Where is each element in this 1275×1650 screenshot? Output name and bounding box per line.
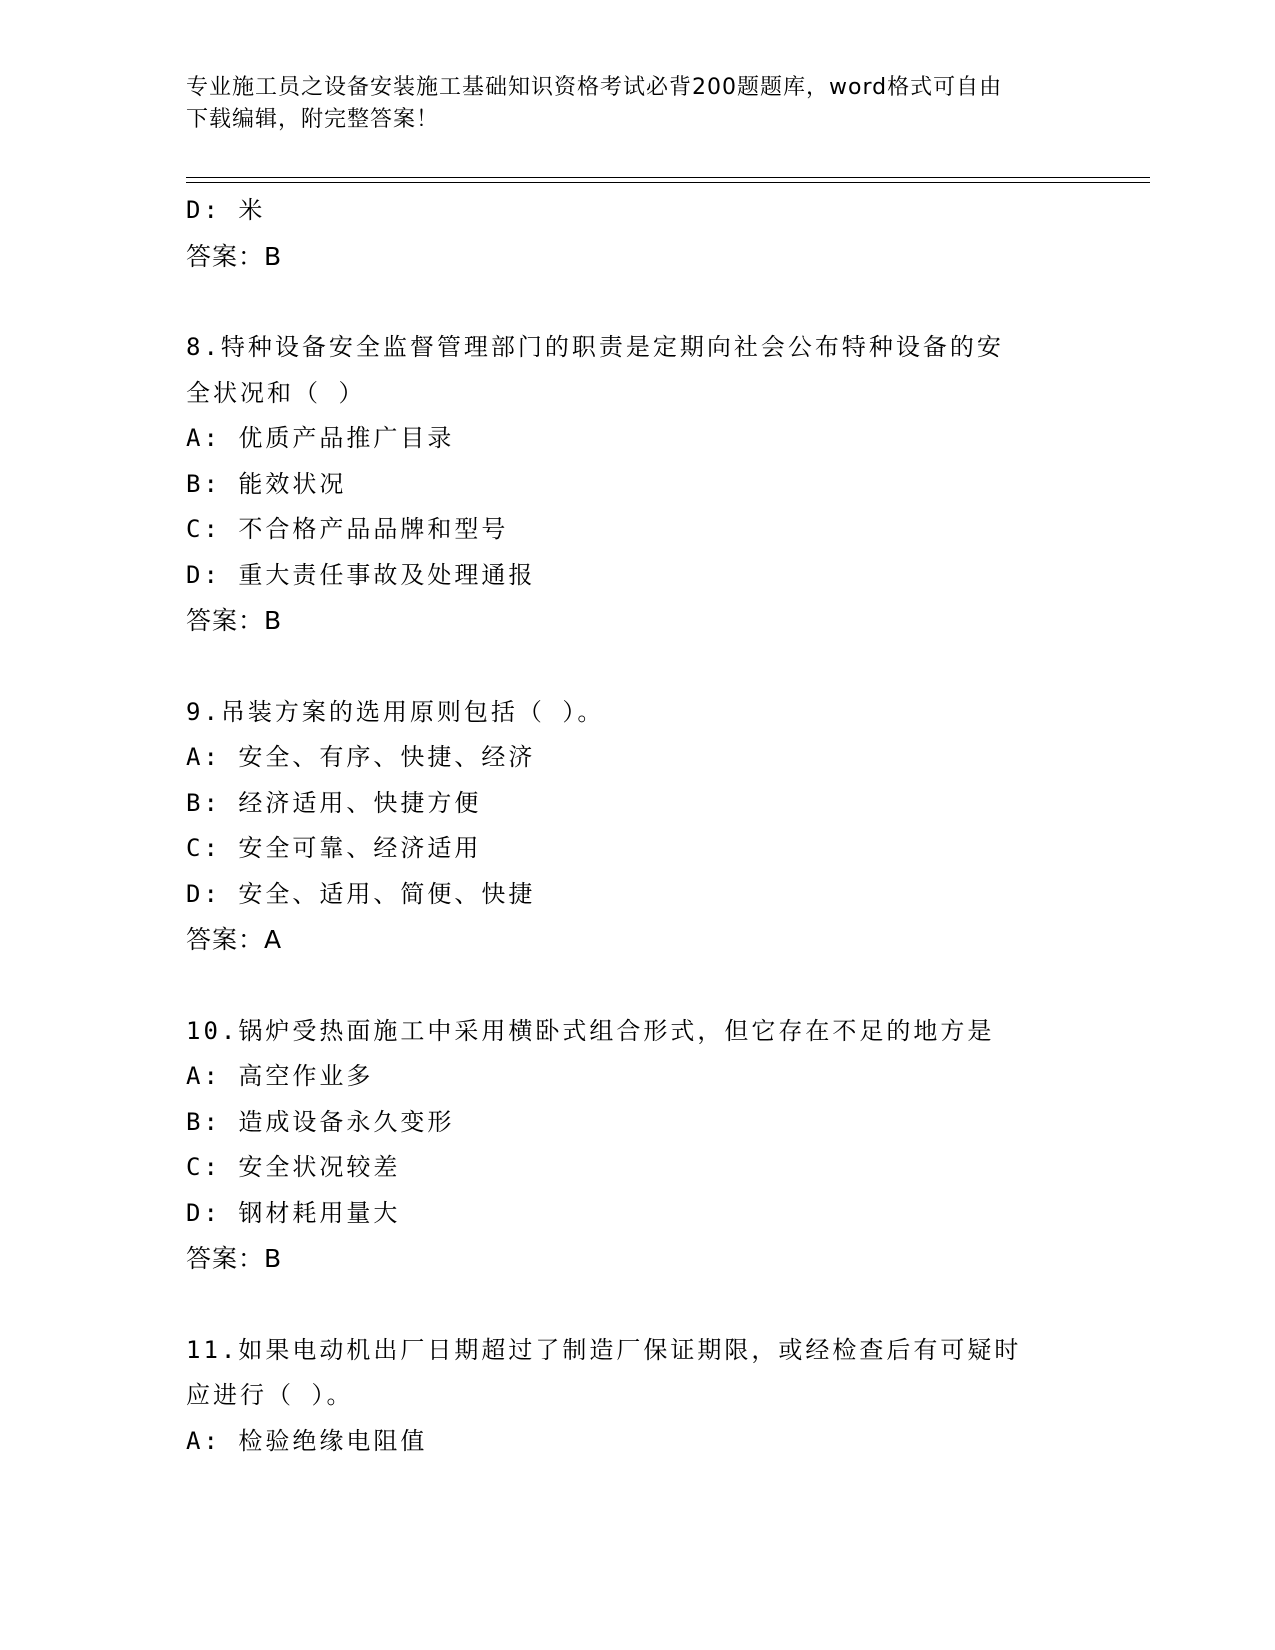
option-a: A: 高空作业多 (186, 1062, 374, 1090)
option-c: C: 安全状况较差 (186, 1153, 401, 1181)
question-stem: 10.锅炉受热面施工中采用横卧式组合形式，但它存在不足的地方是 (186, 1016, 995, 1045)
option-c: C: 不合格产品品牌和型号 (186, 515, 509, 543)
option-c: C: 安全可靠、经济适用 (186, 834, 482, 862)
spacer (186, 963, 1086, 1009)
option-d: D: 米 (186, 196, 266, 224)
spacer (186, 644, 1086, 690)
option-a: A: 优质产品推广目录 (186, 424, 455, 452)
answer-line: 答案：B (186, 606, 283, 635)
option-d: D: 安全、适用、简便、快捷 (186, 879, 536, 908)
option-b: B: 造成设备永久变形 (186, 1107, 455, 1136)
header-divider-bottom (186, 182, 1150, 183)
question-block-7 (186, 188, 1086, 279)
option-a: A: 安全、有序、快捷、经济 (186, 743, 536, 771)
option-d: D: 钢材耗用量大 (186, 1198, 401, 1227)
question-stem-continued: 应进行（ ）。 (186, 1381, 354, 1409)
answer-line: 答案：B (186, 1244, 283, 1273)
header-divider-top (186, 177, 1150, 178)
question-block-11 (186, 1328, 1086, 1465)
option-b: B: 能效状况 (186, 469, 347, 498)
answer-line: 答案：B (186, 241, 283, 271)
question-block-10 (186, 1009, 1086, 1282)
option-b: B: 经济适用、快捷方便 (186, 788, 482, 817)
spacer (186, 279, 1086, 325)
question-stem: 8.特种设备安全监督管理部门的职责是定期向社会公布特种设备的安 (186, 333, 1004, 361)
option-a: A: 检验绝缘电阻值 (186, 1426, 428, 1455)
option-d: D: 重大责任事故及处理通报 (186, 560, 536, 589)
header-title-line2: 下载编辑，附完整答案！ (186, 107, 440, 132)
question-list (186, 188, 1086, 1464)
question-block-9 (186, 690, 1086, 963)
question-stem: 11.如果电动机出厂日期超过了制造厂保证期限，或经检查后有可疑时 (186, 1335, 1022, 1364)
question-block-8 (186, 325, 1086, 644)
spacer (186, 1282, 1086, 1328)
answer-line: 答案：A (186, 925, 283, 954)
question-stem: 9.吊装方案的选用原则包括（ ）。 (186, 697, 605, 726)
header-title-line1: 专业施工员之设备安装施工基础知识资格考试必背200题题库，word格式可自由 (186, 75, 1003, 100)
document-header (186, 72, 1076, 136)
question-stem-continued: 全状况和（ ） (186, 378, 366, 407)
